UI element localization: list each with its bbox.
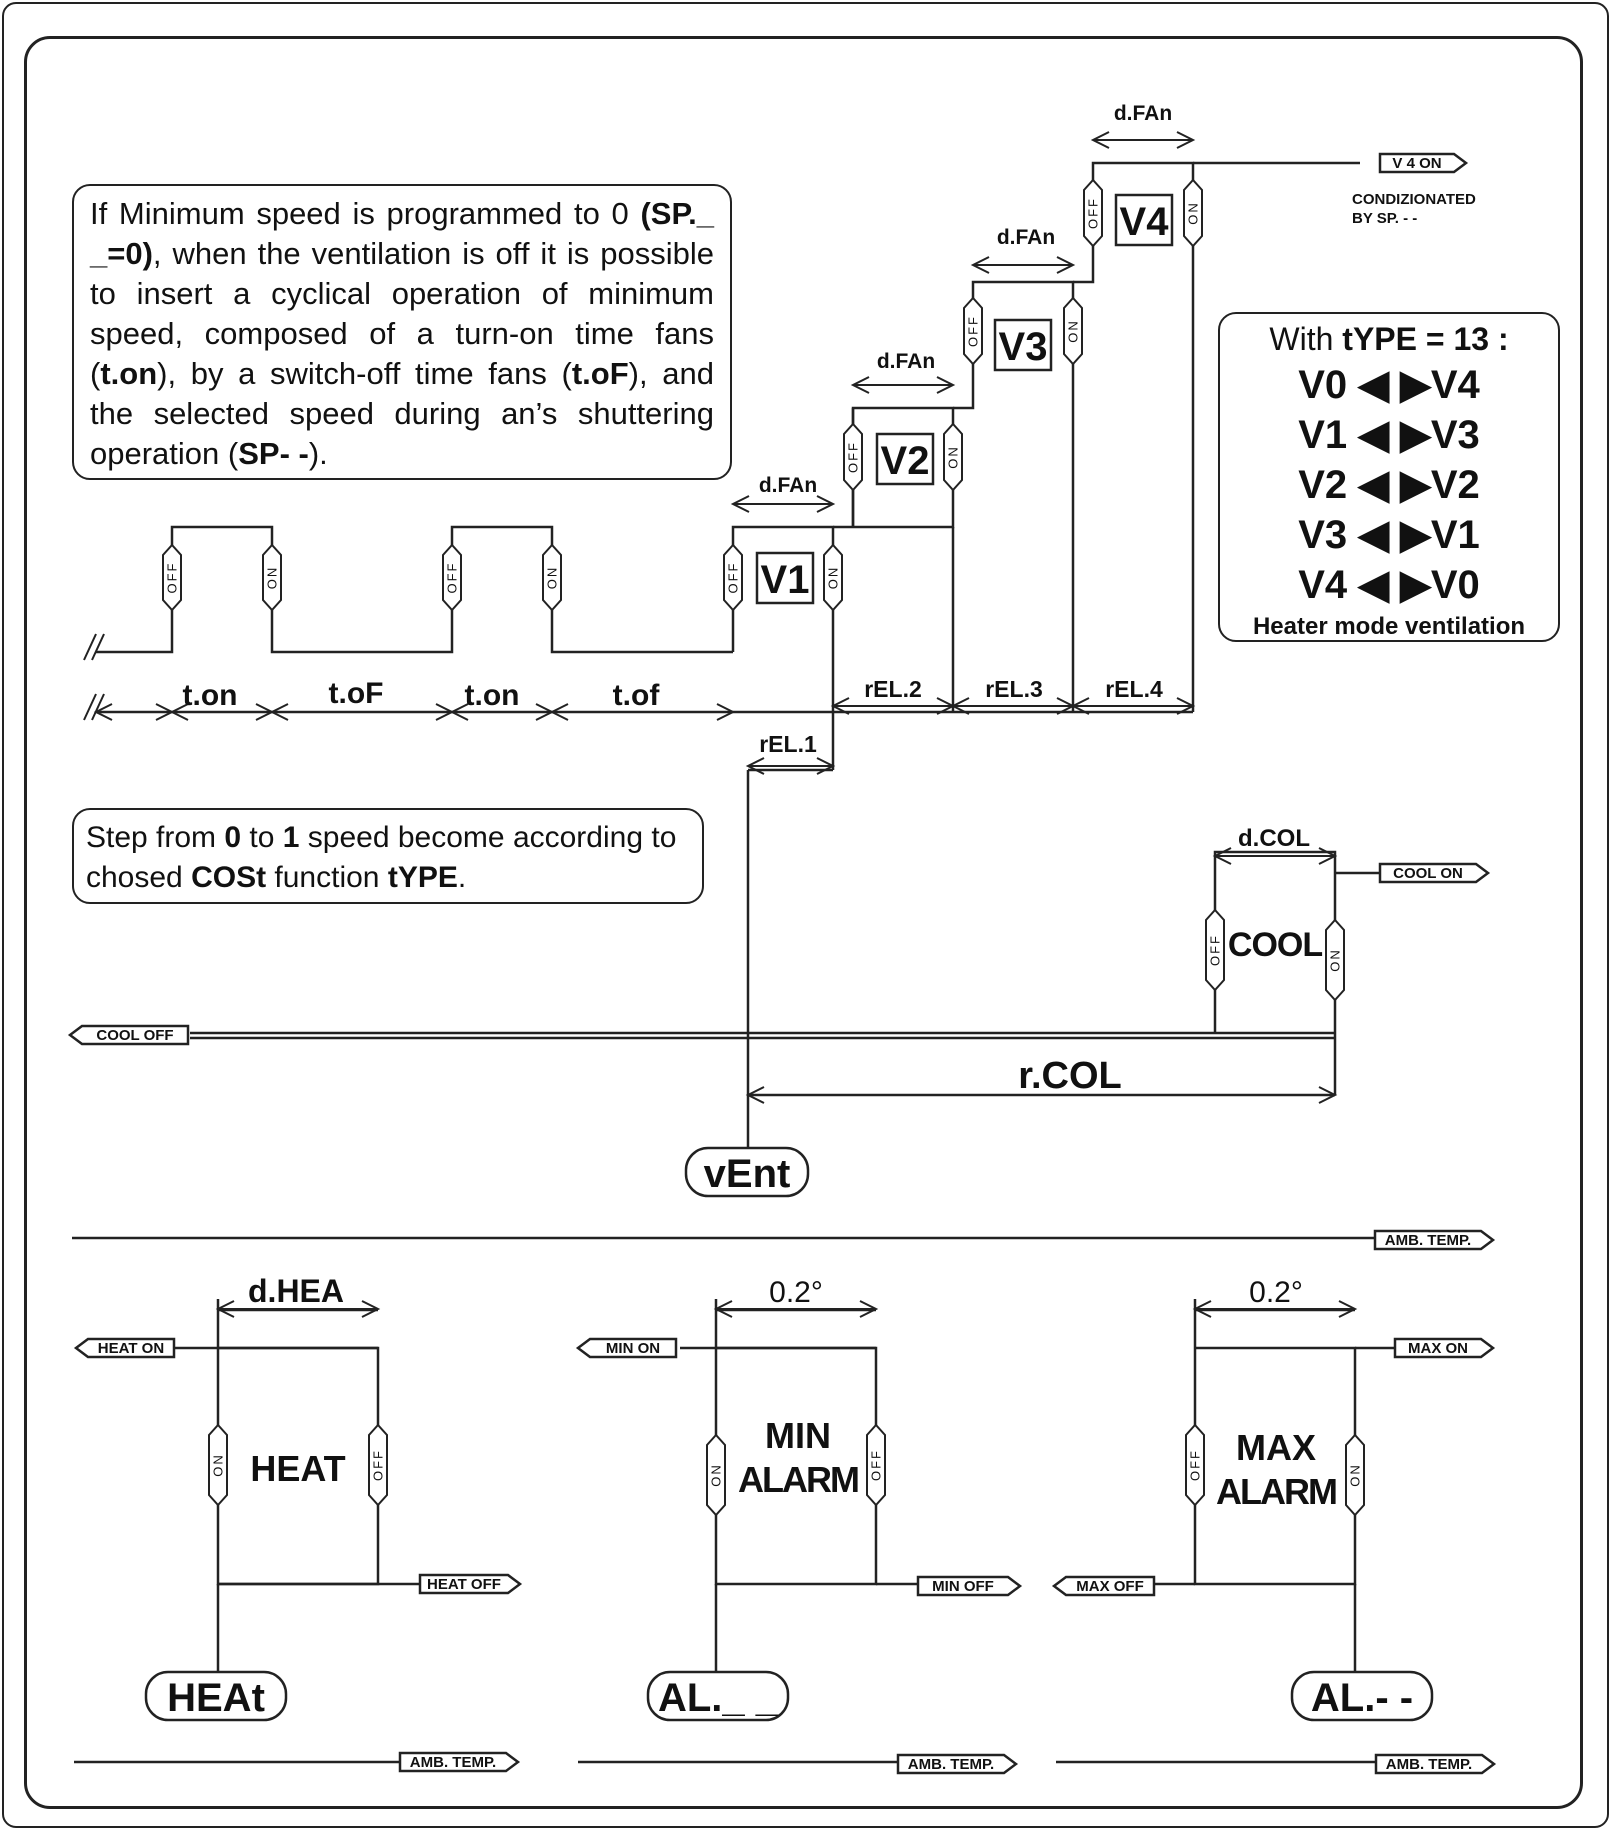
tag-amb-temp-main-label: AMB. TEMP. bbox=[1384, 1232, 1472, 1249]
contact-on-heat-label: ON bbox=[210, 1453, 226, 1477]
condizionated-2: BY SP. - - bbox=[1352, 210, 1418, 227]
contact-off-v2-label: OFF bbox=[845, 441, 861, 473]
tag-amb-temp-min-label: AMB. TEMP. bbox=[907, 1756, 995, 1773]
type13-row-2: V2 ◀ ▶V2 bbox=[1298, 463, 1480, 507]
break-mark-2 bbox=[84, 694, 104, 720]
contact-off-2-label: OFF bbox=[444, 561, 460, 594]
min-hyst-label: 0.2° bbox=[769, 1276, 823, 1309]
min-alarm-label-2: ALARM bbox=[738, 1459, 858, 1500]
contact-on-v2-label: ON bbox=[945, 445, 961, 469]
type13-row-0: V0 ◀ ▶V4 bbox=[1298, 363, 1480, 407]
rel1-label: rEL.1 bbox=[759, 731, 817, 757]
tag-cool-on-label: COOL ON bbox=[1393, 865, 1463, 882]
speed-v3-label: V3 bbox=[998, 325, 1048, 369]
tag-amb-temp-max-label: AMB. TEMP. bbox=[1385, 1756, 1473, 1773]
contact-on-v4-label: ON bbox=[1185, 201, 1201, 225]
param-heat-label: HEAt bbox=[167, 1676, 265, 1720]
dhea-label: d.HEA bbox=[248, 1273, 344, 1309]
tag-max-on-label: MAX ON bbox=[1408, 1340, 1468, 1357]
dfan-1-label: d.FAn bbox=[758, 474, 818, 497]
contact-on-2-label: ON bbox=[544, 565, 560, 590]
tag-heat-on-label: HEAT ON bbox=[97, 1340, 165, 1357]
tag-min-on-label: MIN ON bbox=[605, 1340, 661, 1357]
contact-off-heat-label: OFF bbox=[370, 1449, 386, 1481]
max-hyst-label: 0.2° bbox=[1249, 1276, 1303, 1309]
speed-v1-label: V1 bbox=[760, 558, 810, 602]
dcol-label: d.COL bbox=[1238, 825, 1310, 852]
contact-off-max-label: OFF bbox=[1187, 1449, 1203, 1481]
ton2-label: t.on bbox=[464, 679, 520, 712]
rel2-label: rEL.2 bbox=[864, 676, 922, 702]
param-max-label: AL.- - bbox=[1310, 1676, 1414, 1720]
contact-on-min-label: ON bbox=[708, 1463, 724, 1487]
type13-row-3: V3 ◀ ▶V1 bbox=[1298, 513, 1480, 557]
param-vent-label: vEnt bbox=[703, 1152, 791, 1196]
note-step: Step from 0 to 1 speed become according to chosed COSt function tYPE. bbox=[72, 808, 704, 904]
cool-label: COOL bbox=[1227, 926, 1323, 964]
condizionated-1: CONDIZIONATED bbox=[1352, 191, 1476, 208]
contact-off-v3-label: OFF bbox=[965, 315, 981, 347]
tag-max-off-label: MAX OFF bbox=[1076, 1578, 1144, 1595]
speed-v2-label: V2 bbox=[880, 439, 930, 483]
contact-on-max-label: ON bbox=[1347, 1463, 1363, 1487]
tag-heat-off-label: HEAT OFF bbox=[427, 1576, 501, 1593]
ton-label: t.on bbox=[182, 679, 238, 712]
note-minimum-speed: If Minimum speed is programmed to 0 (SP._ _=0), when the ventilation is off it is possible to insert a cyclical operation of minimum speed, composed of a turn-on time fans (t.on), by a switch-off time fans (t.oF), and the selected speed during an’s shuttering operation (SP- -). bbox=[72, 184, 732, 480]
tag-cool-off-label: COOL OFF bbox=[96, 1027, 174, 1044]
dfan-3-label: d.FAn bbox=[996, 226, 1056, 249]
dfan-4-label: d.FAn bbox=[1113, 102, 1173, 125]
type13-row-1: V1 ◀ ▶V3 bbox=[1298, 413, 1480, 457]
contact-on-cool-label: ON bbox=[1327, 948, 1343, 972]
heat-label: HEAT bbox=[250, 1448, 346, 1489]
max-alarm-label-1: MAX bbox=[1236, 1427, 1316, 1468]
tag-amb-temp-heat-label: AMB. TEMP. bbox=[409, 1754, 497, 1771]
contact-off-min-label: OFF bbox=[868, 1449, 884, 1481]
tag-min-off-label: MIN OFF bbox=[932, 1578, 994, 1595]
type13-title: With tYPE = 13 : bbox=[1269, 321, 1509, 357]
rel3-label: rEL.3 bbox=[985, 676, 1043, 702]
contact-off-v4-label: OFF bbox=[1085, 197, 1101, 229]
contact-off-v1-label: OFF bbox=[725, 561, 741, 594]
rcol-label: r.COL bbox=[1018, 1055, 1122, 1097]
tag-v4-on-label: V 4 ON bbox=[1392, 155, 1442, 172]
max-alarm-label-2: ALARM bbox=[1216, 1471, 1336, 1512]
type13-row-4: V4 ◀ ▶V0 bbox=[1298, 563, 1480, 607]
contact-on-1-label: ON bbox=[264, 565, 280, 590]
tof-cap-label: t.oF bbox=[328, 677, 384, 710]
contact-off-1-label: OFF bbox=[164, 561, 180, 594]
contact-off-cool-label: OFF bbox=[1207, 934, 1223, 966]
contact-on-v3-label: ON bbox=[1065, 319, 1081, 343]
contact-on-v1-label: ON bbox=[825, 565, 841, 590]
rel4-label: rEL.4 bbox=[1105, 676, 1163, 702]
param-min-label: AL._ _ bbox=[657, 1676, 779, 1720]
speed-v4-label: V4 bbox=[1119, 200, 1169, 244]
dfan-2-label: d.FAn bbox=[876, 350, 936, 373]
type13-footer: Heater mode ventilation bbox=[1252, 613, 1526, 640]
break-mark-1 bbox=[84, 634, 104, 660]
tof-label: t.of bbox=[612, 679, 660, 712]
min-alarm-label-1: MIN bbox=[765, 1415, 831, 1456]
